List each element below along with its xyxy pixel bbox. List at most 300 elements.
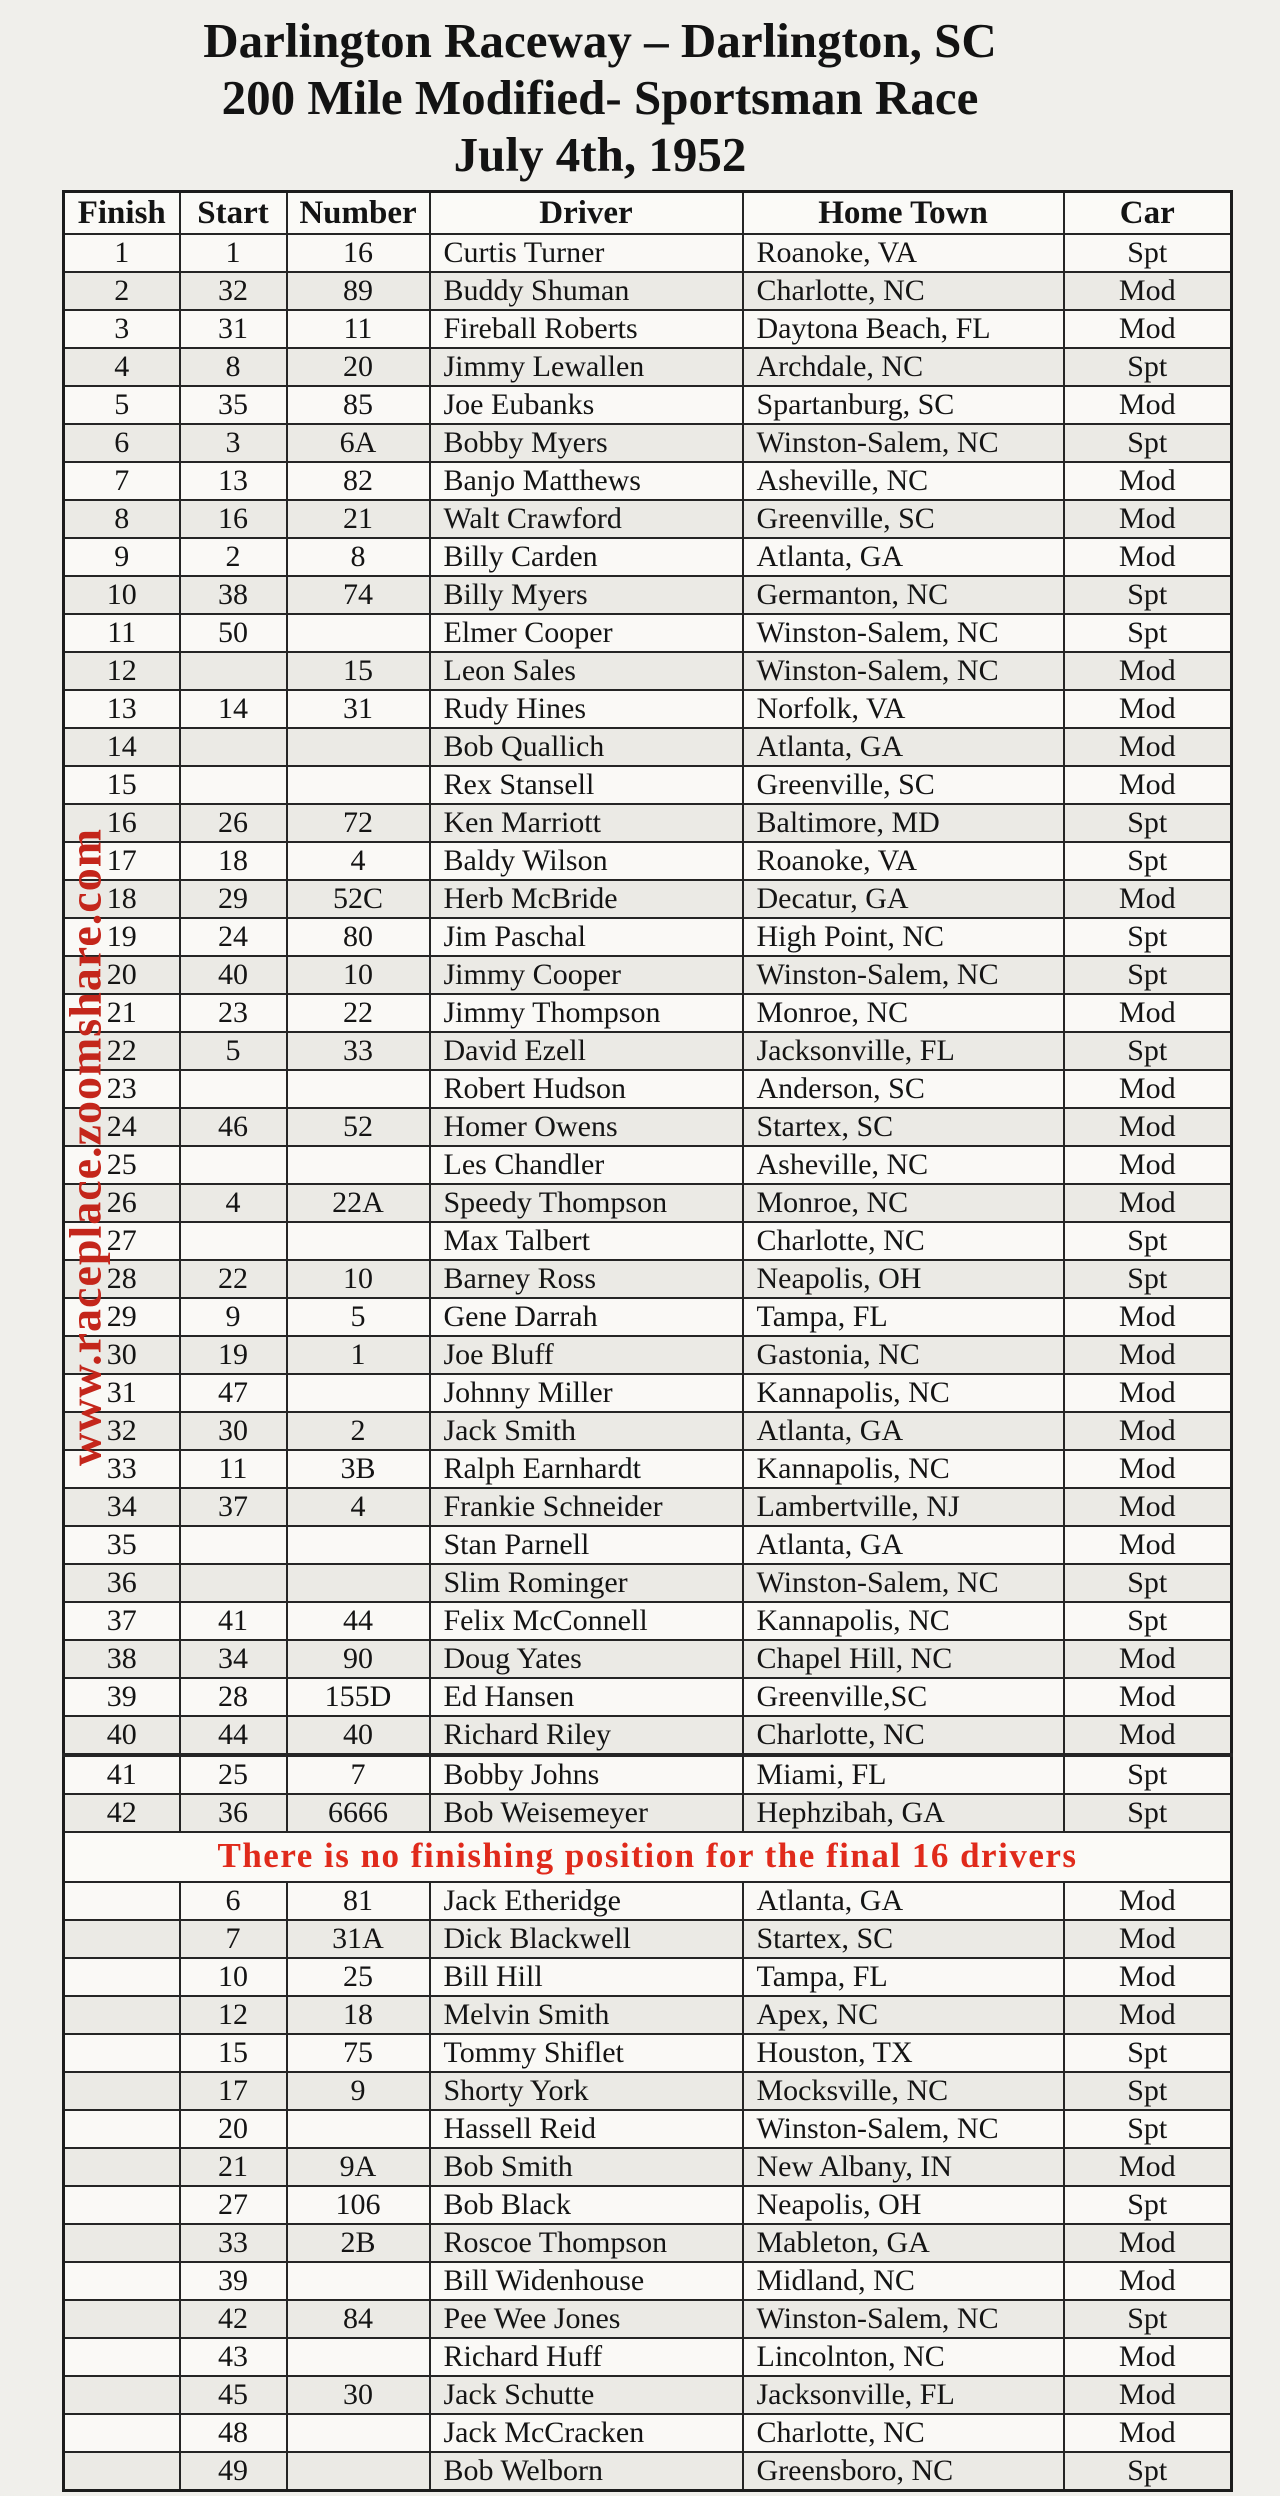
table-row xyxy=(64,956,1232,994)
cell-number: 3B xyxy=(287,1450,430,1488)
cell-start: 19 xyxy=(180,1336,287,1374)
cell-start: 18 xyxy=(180,842,287,880)
cell-finish xyxy=(64,2338,180,2376)
table-row xyxy=(64,1920,1232,1958)
table-row xyxy=(64,842,1232,880)
cell-driver: Jack Smith xyxy=(430,1412,743,1450)
table-row xyxy=(64,918,1232,956)
column-header-car: Car xyxy=(1064,192,1232,235)
cell-finish: 17 xyxy=(64,842,180,880)
cell-car: Mod xyxy=(1064,1526,1232,1564)
cell-driver: Rex Stansell xyxy=(430,766,743,804)
cell-car: Mod xyxy=(1064,1298,1232,1336)
cell-home-town: Daytona Beach, FL xyxy=(743,310,1064,348)
table-row xyxy=(64,1882,1232,1920)
cell-start: 43 xyxy=(180,2338,287,2376)
cell-number: 44 xyxy=(287,1602,430,1640)
page-title xyxy=(0,12,1200,183)
cell-home-town: Houston, TX xyxy=(743,2034,1064,2072)
cell-home-town: Monroe, NC xyxy=(743,994,1064,1032)
cell-number: 90 xyxy=(287,1640,430,1678)
cell-start: 16 xyxy=(180,500,287,538)
cell-number xyxy=(287,1374,430,1412)
cell-home-town: Greenville,SC xyxy=(743,1678,1064,1716)
cell-start: 41 xyxy=(180,1602,287,1640)
cell-car: Mod xyxy=(1064,2376,1232,2414)
cell-home-town: Roanoke, VA xyxy=(743,842,1064,880)
cell-start: 31 xyxy=(180,310,287,348)
cell-start: 37 xyxy=(180,1488,287,1526)
cell-start: 33 xyxy=(180,2224,287,2262)
cell-home-town: Startex, SC xyxy=(743,1920,1064,1958)
cell-finish: 40 xyxy=(64,1716,180,1755)
cell-driver: Bill Widenhouse xyxy=(430,2262,743,2300)
cell-car: Mod xyxy=(1064,1146,1232,1184)
cell-car: Spt xyxy=(1064,2072,1232,2110)
cell-driver: Bill Hill xyxy=(430,1958,743,1996)
cell-car: Mod xyxy=(1064,2224,1232,2262)
cell-driver: Leon Sales xyxy=(430,652,743,690)
cell-driver: Rudy Hines xyxy=(430,690,743,728)
cell-number: 4 xyxy=(287,842,430,880)
cell-home-town: Mableton, GA xyxy=(743,2224,1064,2262)
cell-finish: 39 xyxy=(64,1678,180,1716)
cell-car: Spt xyxy=(1064,2452,1232,2491)
cell-number: 1 xyxy=(287,1336,430,1374)
cell-driver: Jack Schutte xyxy=(430,2376,743,2414)
cell-car: Mod xyxy=(1064,1678,1232,1716)
cell-finish: 19 xyxy=(64,918,180,956)
cell-driver: Bob Weisemeyer xyxy=(430,1794,743,1832)
cell-driver: Speedy Thompson xyxy=(430,1184,743,1222)
cell-finish: 25 xyxy=(64,1146,180,1184)
cell-number xyxy=(287,1146,430,1184)
cell-car: Spt xyxy=(1064,424,1232,462)
cell-number: 5 xyxy=(287,1298,430,1336)
cell-number: 80 xyxy=(287,918,430,956)
cell-finish: 2 xyxy=(64,272,180,310)
cell-start: 47 xyxy=(180,1374,287,1412)
cell-number: 52 xyxy=(287,1108,430,1146)
cell-car: Mod xyxy=(1064,500,1232,538)
cell-driver: Jack Etheridge xyxy=(430,1882,743,1920)
cell-number: 7 xyxy=(287,1755,430,1794)
cell-home-town: Hephzibah, GA xyxy=(743,1794,1064,1832)
table-row xyxy=(64,1108,1232,1146)
cell-driver: Ralph Earnhardt xyxy=(430,1450,743,1488)
cell-driver: Shorty York xyxy=(430,2072,743,2110)
cell-driver: Hassell Reid xyxy=(430,2110,743,2148)
cell-start: 10 xyxy=(180,1958,287,1996)
table-row xyxy=(64,880,1232,918)
cell-home-town: Mocksville, NC xyxy=(743,2072,1064,2110)
cell-driver: Dick Blackwell xyxy=(430,1920,743,1958)
cell-start: 26 xyxy=(180,804,287,842)
cell-driver: Herb McBride xyxy=(430,880,743,918)
cell-start: 17 xyxy=(180,2072,287,2110)
cell-number xyxy=(287,766,430,804)
cell-number: 20 xyxy=(287,348,430,386)
cell-driver: Richard Riley xyxy=(430,1716,743,1755)
cell-finish: 10 xyxy=(64,576,180,614)
table-row xyxy=(64,1298,1232,1336)
cell-number xyxy=(287,2110,430,2148)
cell-home-town: High Point, NC xyxy=(743,918,1064,956)
cell-car: Mod xyxy=(1064,2148,1232,2186)
cell-home-town: Winston-Salem, NC xyxy=(743,956,1064,994)
cell-car: Mod xyxy=(1064,1450,1232,1488)
cell-start xyxy=(180,728,287,766)
cell-home-town: Greensboro, NC xyxy=(743,2452,1064,2491)
cell-home-town: Charlotte, NC xyxy=(743,2414,1064,2452)
cell-home-town: Spartanburg, SC xyxy=(743,386,1064,424)
cell-home-town: Chapel Hill, NC xyxy=(743,1640,1064,1678)
table-row xyxy=(64,1070,1232,1108)
cell-number xyxy=(287,2452,430,2491)
cell-number: 9 xyxy=(287,2072,430,2110)
cell-start: 8 xyxy=(180,348,287,386)
cell-number xyxy=(287,1222,430,1260)
cell-finish: 30 xyxy=(64,1336,180,1374)
cell-home-town: Kannapolis, NC xyxy=(743,1374,1064,1412)
cell-car: Mod xyxy=(1064,386,1232,424)
cell-start: 22 xyxy=(180,1260,287,1298)
cell-car: Spt xyxy=(1064,2034,1232,2072)
finished-section xyxy=(64,234,1232,1832)
cell-car: Mod xyxy=(1064,272,1232,310)
cell-start: 6 xyxy=(180,1882,287,1920)
table-row xyxy=(64,652,1232,690)
table-row xyxy=(64,2376,1232,2414)
cell-finish: 15 xyxy=(64,766,180,804)
cell-start: 9 xyxy=(180,1298,287,1336)
cell-finish xyxy=(64,1920,180,1958)
cell-number xyxy=(287,1070,430,1108)
cell-car: Spt xyxy=(1064,804,1232,842)
cell-driver: Jimmy Cooper xyxy=(430,956,743,994)
cell-car: Mod xyxy=(1064,2262,1232,2300)
cell-number: 85 xyxy=(287,386,430,424)
table-row xyxy=(64,614,1232,652)
cell-start xyxy=(180,1222,287,1260)
cell-start: 46 xyxy=(180,1108,287,1146)
cell-start: 28 xyxy=(180,1678,287,1716)
table-row xyxy=(64,2186,1232,2224)
cell-finish xyxy=(64,2186,180,2224)
cell-home-town: Asheville, NC xyxy=(743,1146,1064,1184)
cell-start: 1 xyxy=(180,234,287,272)
cell-finish: 3 xyxy=(64,310,180,348)
cell-finish: 41 xyxy=(64,1755,180,1794)
cell-driver: Bob Quallich xyxy=(430,728,743,766)
cell-home-town: Winston-Salem, NC xyxy=(743,424,1064,462)
cell-start: 14 xyxy=(180,690,287,728)
cell-car: Mod xyxy=(1064,310,1232,348)
cell-start: 20 xyxy=(180,2110,287,2148)
cell-start: 48 xyxy=(180,2414,287,2452)
cell-finish: 24 xyxy=(64,1108,180,1146)
table-row xyxy=(64,1412,1232,1450)
cell-home-town: Charlotte, NC xyxy=(743,272,1064,310)
cell-start: 35 xyxy=(180,386,287,424)
cell-driver: Max Talbert xyxy=(430,1222,743,1260)
cell-home-town: Archdale, NC xyxy=(743,348,1064,386)
cell-start: 49 xyxy=(180,2452,287,2491)
table-row xyxy=(64,500,1232,538)
table-row xyxy=(64,2224,1232,2262)
cell-car: Mod xyxy=(1064,1488,1232,1526)
cell-number: 106 xyxy=(287,2186,430,2224)
column-header-number: Number xyxy=(287,192,430,235)
cell-home-town: Asheville, NC xyxy=(743,462,1064,500)
cell-driver: Frankie Schneider xyxy=(430,1488,743,1526)
table-row xyxy=(64,1564,1232,1602)
table-row xyxy=(64,1602,1232,1640)
cell-finish: 22 xyxy=(64,1032,180,1070)
cell-number: 89 xyxy=(287,272,430,310)
cell-number: 21 xyxy=(287,500,430,538)
cell-start: 45 xyxy=(180,2376,287,2414)
cell-car: Mod xyxy=(1064,994,1232,1032)
cell-driver: Fireball Roberts xyxy=(430,310,743,348)
cell-home-town: Atlanta, GA xyxy=(743,1882,1064,1920)
cell-number xyxy=(287,2262,430,2300)
cell-finish: 11 xyxy=(64,614,180,652)
table-row xyxy=(64,2414,1232,2452)
table-row xyxy=(64,1488,1232,1526)
cell-number xyxy=(287,2414,430,2452)
cell-car: Spt xyxy=(1064,234,1232,272)
cell-home-town: Startex, SC xyxy=(743,1108,1064,1146)
cell-car: Mod xyxy=(1064,1374,1232,1412)
cell-driver: Ken Marriott xyxy=(430,804,743,842)
cell-home-town: Kannapolis, NC xyxy=(743,1602,1064,1640)
cell-driver: Pee Wee Jones xyxy=(430,2300,743,2338)
table-row xyxy=(64,1996,1232,2034)
cell-driver: Buddy Shuman xyxy=(430,272,743,310)
table-row xyxy=(64,1222,1232,1260)
cell-driver: Bobby Myers xyxy=(430,424,743,462)
column-header-driver: Driver xyxy=(430,192,743,235)
cell-number: 75 xyxy=(287,2034,430,2072)
cell-finish: 7 xyxy=(64,462,180,500)
table-row xyxy=(64,1450,1232,1488)
race-results-table xyxy=(62,190,1233,2492)
cell-finish xyxy=(64,2452,180,2491)
cell-home-town: Charlotte, NC xyxy=(743,1222,1064,1260)
cell-car: Spt xyxy=(1064,918,1232,956)
cell-home-town: Greenville, SC xyxy=(743,500,1064,538)
cell-home-town: Winston-Salem, NC xyxy=(743,2300,1064,2338)
cell-number: 2 xyxy=(287,1412,430,1450)
cell-start: 39 xyxy=(180,2262,287,2300)
cell-driver: Homer Owens xyxy=(430,1108,743,1146)
cell-finish xyxy=(64,1882,180,1920)
cell-driver: Roscoe Thompson xyxy=(430,2224,743,2262)
cell-car: Mod xyxy=(1064,1996,1232,2034)
page-title-line3: July 4th, 1952 xyxy=(453,127,747,182)
cell-finish: 32 xyxy=(64,1412,180,1450)
watermark-url: www.raceplace.zoomshare.com xyxy=(59,827,111,1467)
cell-finish: 23 xyxy=(64,1070,180,1108)
cell-driver: Billy Carden xyxy=(430,538,743,576)
table-row xyxy=(64,2034,1232,2072)
cell-home-town: Lincolnton, NC xyxy=(743,2338,1064,2376)
cell-start: 2 xyxy=(180,538,287,576)
cell-number: 10 xyxy=(287,1260,430,1298)
cell-finish: 21 xyxy=(64,994,180,1032)
cell-finish: 34 xyxy=(64,1488,180,1526)
cell-finish xyxy=(64,2376,180,2414)
table-row xyxy=(64,2072,1232,2110)
cell-home-town: Charlotte, NC xyxy=(743,1716,1064,1755)
cell-number: 22 xyxy=(287,994,430,1032)
cell-start: 15 xyxy=(180,2034,287,2072)
cell-home-town: Neapolis, OH xyxy=(743,2186,1064,2224)
cell-driver: Elmer Cooper xyxy=(430,614,743,652)
cell-start: 34 xyxy=(180,1640,287,1678)
notice-text: There is no finishing position for the final 16 drivers xyxy=(217,1836,1078,1875)
cell-start: 40 xyxy=(180,956,287,994)
cell-home-town: Winston-Salem, NC xyxy=(743,614,1064,652)
cell-start: 25 xyxy=(180,1755,287,1794)
page-title-line2: 200 Mile Modified- Sportsman Race xyxy=(221,70,979,125)
cell-number xyxy=(287,1526,430,1564)
cell-home-town: Jacksonville, FL xyxy=(743,1032,1064,1070)
cell-car: Mod xyxy=(1064,1412,1232,1450)
cell-home-town: Tampa, FL xyxy=(743,1958,1064,1996)
cell-start xyxy=(180,1564,287,1602)
cell-home-town: Apex, NC xyxy=(743,1996,1064,2034)
cell-home-town: Greenville, SC xyxy=(743,766,1064,804)
cell-number: 4 xyxy=(287,1488,430,1526)
cell-driver: Bob Smith xyxy=(430,2148,743,2186)
cell-driver: Joe Eubanks xyxy=(430,386,743,424)
cell-home-town: Roanoke, VA xyxy=(743,234,1064,272)
table-row xyxy=(64,1146,1232,1184)
cell-car: Mod xyxy=(1064,1920,1232,1958)
cell-number: 155D xyxy=(287,1678,430,1716)
cell-start: 11 xyxy=(180,1450,287,1488)
cell-driver: Joe Bluff xyxy=(430,1336,743,1374)
cell-finish: 37 xyxy=(64,1602,180,1640)
cell-driver: Les Chandler xyxy=(430,1146,743,1184)
cell-home-town: Atlanta, GA xyxy=(743,1526,1064,1564)
table-row xyxy=(64,1678,1232,1716)
cell-car: Mod xyxy=(1064,766,1232,804)
cell-finish xyxy=(64,2414,180,2452)
cell-finish xyxy=(64,1958,180,1996)
cell-car: Mod xyxy=(1064,880,1232,918)
cell-finish: 26 xyxy=(64,1184,180,1222)
column-header-home-town: Home Town xyxy=(743,192,1064,235)
table-row xyxy=(64,386,1232,424)
cell-driver: David Ezell xyxy=(430,1032,743,1070)
cell-driver: Jimmy Lewallen xyxy=(430,348,743,386)
table-row xyxy=(64,234,1232,272)
cell-start: 36 xyxy=(180,1794,287,1832)
cell-driver: Richard Huff xyxy=(430,2338,743,2376)
table-row xyxy=(64,462,1232,500)
table-row xyxy=(64,728,1232,766)
cell-number: 2B xyxy=(287,2224,430,2262)
cell-car: Mod xyxy=(1064,728,1232,766)
cell-car: Mod xyxy=(1064,1882,1232,1920)
cell-driver: Bobby Johns xyxy=(430,1755,743,1794)
cell-home-town: Neapolis, OH xyxy=(743,1260,1064,1298)
cell-start: 4 xyxy=(180,1184,287,1222)
cell-number xyxy=(287,1564,430,1602)
cell-driver: Robert Hudson xyxy=(430,1070,743,1108)
cell-start: 42 xyxy=(180,2300,287,2338)
cell-number: 81 xyxy=(287,1882,430,1920)
cell-number: 15 xyxy=(287,652,430,690)
cell-start: 12 xyxy=(180,1996,287,2034)
cell-car: Mod xyxy=(1064,1958,1232,1996)
column-header-start: Start xyxy=(180,192,287,235)
table-row xyxy=(64,1526,1232,1564)
table-row xyxy=(64,1336,1232,1374)
cell-home-town: New Albany, IN xyxy=(743,2148,1064,2186)
cell-finish: 4 xyxy=(64,348,180,386)
table-row xyxy=(64,690,1232,728)
cell-car: Mod xyxy=(1064,462,1232,500)
cell-driver: Walt Crawford xyxy=(430,500,743,538)
table-row xyxy=(64,1260,1232,1298)
table-row xyxy=(64,310,1232,348)
cell-home-town: Winston-Salem, NC xyxy=(743,652,1064,690)
cell-car: Spt xyxy=(1064,956,1232,994)
cell-start: 29 xyxy=(180,880,287,918)
table-row xyxy=(64,2148,1232,2186)
cell-driver: Barney Ross xyxy=(430,1260,743,1298)
cell-car: Mod xyxy=(1064,1640,1232,1678)
cell-start xyxy=(180,652,287,690)
cell-driver: Jack McCracken xyxy=(430,2414,743,2452)
cell-start: 23 xyxy=(180,994,287,1032)
cell-car: Mod xyxy=(1064,1716,1232,1755)
cell-number: 72 xyxy=(287,804,430,842)
cell-number: 10 xyxy=(287,956,430,994)
table-row xyxy=(64,1032,1232,1070)
cell-finish: 13 xyxy=(64,690,180,728)
cell-finish xyxy=(64,1996,180,2034)
cell-number: 9A xyxy=(287,2148,430,2186)
cell-finish xyxy=(64,2072,180,2110)
cell-start: 30 xyxy=(180,1412,287,1450)
cell-number: 8 xyxy=(287,538,430,576)
cell-number: 16 xyxy=(287,234,430,272)
cell-finish xyxy=(64,2110,180,2148)
table-row xyxy=(64,1640,1232,1678)
cell-car: Spt xyxy=(1064,576,1232,614)
cell-car: Mod xyxy=(1064,538,1232,576)
table-row xyxy=(64,576,1232,614)
cell-number xyxy=(287,2338,430,2376)
table-row xyxy=(64,2262,1232,2300)
cell-number: 74 xyxy=(287,576,430,614)
cell-driver: Slim Rominger xyxy=(430,1564,743,1602)
table-row xyxy=(64,424,1232,462)
cell-finish: 6 xyxy=(64,424,180,462)
cell-home-town: Winston-Salem, NC xyxy=(743,1564,1064,1602)
table-row xyxy=(64,272,1232,310)
cell-number: 40 xyxy=(287,1716,430,1755)
cell-home-town: Lambertville, NJ xyxy=(743,1488,1064,1526)
header-row xyxy=(64,192,1232,235)
cell-start: 5 xyxy=(180,1032,287,1070)
cell-home-town: Miami, FL xyxy=(743,1755,1064,1794)
